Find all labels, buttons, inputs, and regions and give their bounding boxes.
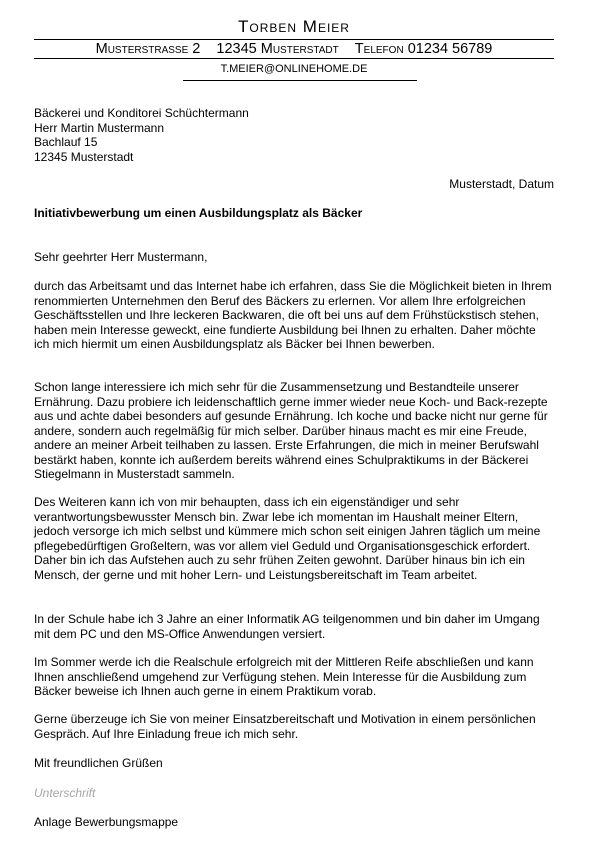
sender-city: 12345 Musterstadt: [216, 41, 339, 57]
sender-email: T.MEIER@ONLINEHOME.DE: [220, 63, 368, 75]
closing: Mit freundlichen Grüßen: [34, 756, 163, 770]
sender-name: Torben Meier: [238, 17, 350, 36]
recipient-street: Bachlauf 15: [34, 135, 98, 149]
body-paragraph-6: Gerne überzeuge ich Sie von meiner Einsatzbereitschaft und Motivation in einem persönlichen Gespräch. Auf Ihre Einladung freue ich mich sehr.: [34, 712, 536, 741]
recipient-city: 12345 Musterstadt: [34, 149, 134, 164]
salutation: Sehr geehrter Herr Mustermann,: [34, 250, 208, 264]
body-paragraph-5: Im Sommer werde ich die Realschule erfolgreich mit der Mittleren Reife abschließen und kann Ihnen anschließend umgehend zur Verfügung stehen. Mein Interesse für die Ausbildung zum Bäcker beweise ich Ihnen auch gerne in einem Praktikum vorab.: [34, 655, 534, 698]
body-paragraph-4: In der Schule habe ich 3 Jahre an einer Informatik AG teilgenommen und bin daher im Umgang mit dem PC und den MS-Office Anwendungen versiert.: [34, 612, 540, 641]
sender-phone: Telefon 01234 56789: [354, 41, 493, 57]
recipient-company: Bäckerei und Konditorei Schüchtermann: [34, 106, 249, 120]
body-paragraph-1: durch das Arbeitsamt und das Internet habe ich erfahren, dass Sie die Möglichkeit bieten in Ihrem renommierten Unternehmen den Beruf des Bäckers zu erlernen. Vor allem Ihre erfolgreichen Geschäftsstellen und Ihre leckeren Backwaren, die oft bei uns auf dem Frühstückstisch stehen, haben mein Interesse geweckt, eine fundierte Ausbildung bei Ihnen zu erhalten. Daher möchte ich mich hiermit um einen Ausbildungsplatz als Bäcker bei Ihnen bewerben.: [34, 279, 552, 351]
body-paragraph-3: Des Weiteren kann ich von mir behaupten, dass ich ein eigenständiger und sehr verantwortungsbewusster Mensch bin. Zwar lebe ich momentan im Haushalt meiner Eltern, jedoch versorge ich mich selbst und kümmere mich schon seit einigen Jahren täglich um meine pflegebedürftigen Großeltern, was vor allem viel Geduld und Organisationsgeschick erfordert. Daher bin ich das Aufstehen auch zu sehr frühen Zeiten gewohnt. Darüber hinaus bin ich ein Mensch, der gerne und mit hoher Lern- und Leistungsbereitschaft im Team arbeitet.: [34, 495, 541, 582]
recipient-address: [34, 106, 249, 164]
signature-placeholder: Unterschrift: [34, 786, 96, 800]
letter-date: Musterstadt, Datum: [449, 177, 554, 191]
letter-subject: Initiativbewerbung um einen Ausbildungsplatz als Bäcker: [34, 206, 363, 220]
enclosure-note: Anlage Bewerbungsmappe: [34, 815, 179, 829]
body-paragraph-2: Schon lange interessiere ich mich sehr für die Zusammensetzung und Bestandteile unserer Ernährung. Dazu probiere ich leidenschaftlich gerne immer wieder neue Koch- und Back-rezepte aus und achte dabei besonders auf gesunde Ernährung. Ich koche und backe nicht nur gerne für andere, sondern auch regelmäßig für mich selber. Darüber hinaus macht es mir eine Freude, andere an meiner Arbeit teilhaben zu lassen. Erste Erfahrungen, die mich in meiner Berufswahl bestärkt haben, konnte ich außerdem bereits während eines Schulpraktikums in der Bäckerei Stiegelmann in Musterstadt sammeln.: [34, 380, 548, 481]
email-underline: [183, 80, 417, 81]
sender-street: Musterstrasse 2: [95, 41, 201, 57]
recipient-person: Herr Martin Mustermann: [34, 120, 165, 135]
sender-address-line: [34, 39, 554, 59]
letterhead: [34, 16, 554, 78]
